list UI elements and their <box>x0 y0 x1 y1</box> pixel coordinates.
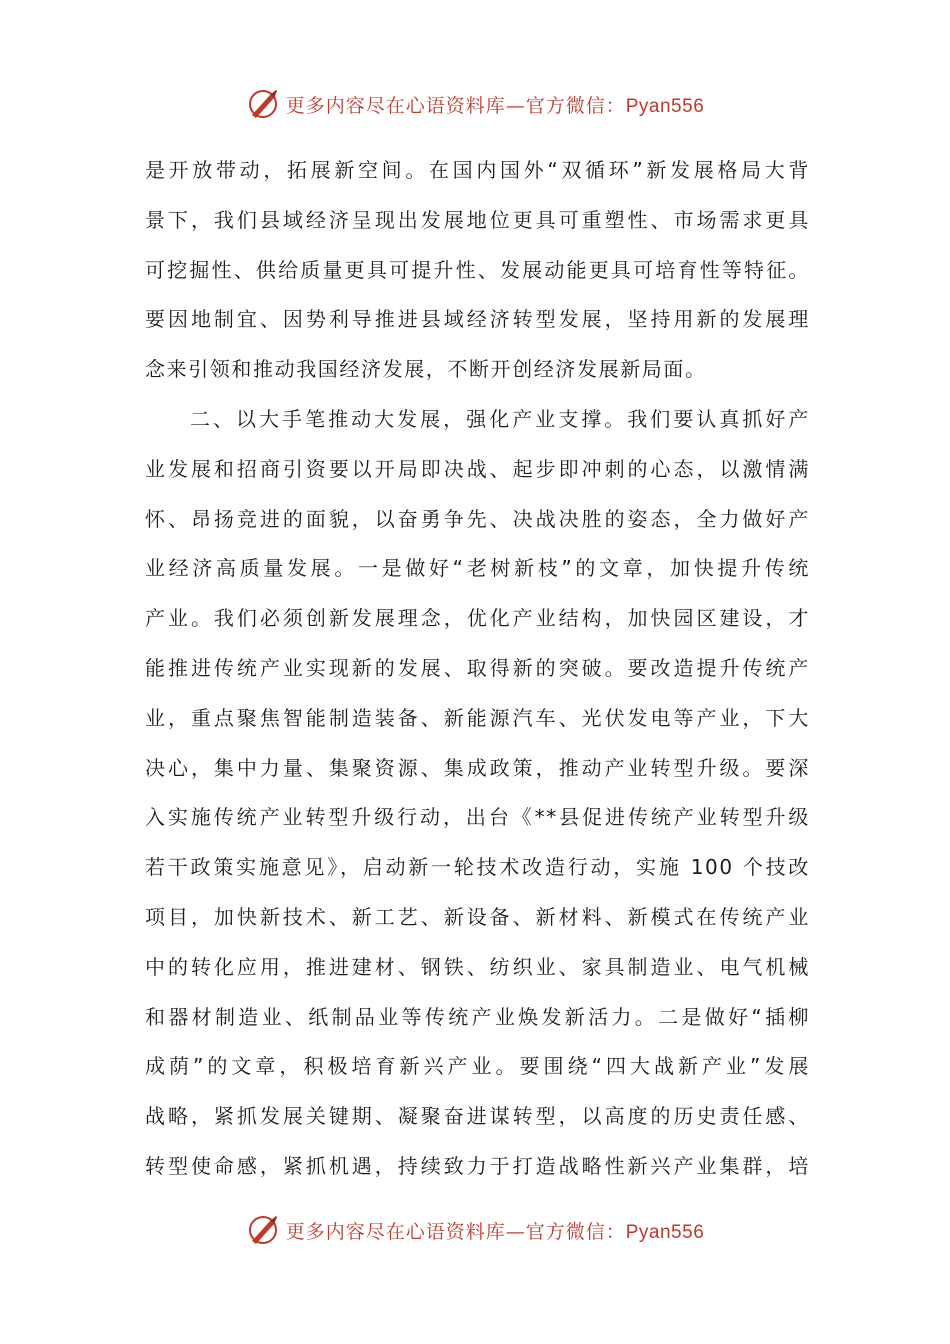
text-line: 项目，加快新技术、新工艺、新设备、新材料、新模式在传统产业 <box>145 904 810 929</box>
watermark-wechat-label: 官方微信： <box>525 94 626 117</box>
text-line: 要因地制宜、因势利导推进县域经济转型发展，坚持用新的发展理 <box>145 307 810 332</box>
text-line: 景下，我们县域经济呈现出发展地位更具可重塑性、市场需求更具 <box>145 207 810 232</box>
watermark-dash: — <box>505 1220 526 1243</box>
text-line: 可挖掘性、供给质量更具可提升性、发展动能更具可培育性等特征。 <box>145 257 810 282</box>
text-line: 和器材制造业、纸制品业等传统产业焕发新活力。二是做好“插柳 <box>145 1004 810 1029</box>
text-line: 入实施传统产业转型升级行动，出台《**县促进传统产业转型升级 <box>145 805 810 830</box>
text-line: 业发展和招商引资要以开局即决战、起步即冲刺的心态，以激情满 <box>145 456 810 481</box>
watermark-text <box>286 1217 705 1244</box>
text-line: 战略，紧抓发展关键期、凝聚奋进谋转型，以高度的历史责任感、 <box>145 1104 810 1129</box>
watermark-text <box>286 91 705 118</box>
text-line: 业，重点聚焦智能制造装备、新能源汽车、光伏发电等产业，下大 <box>145 705 810 730</box>
watermark-banner-bottom <box>0 1210 950 1250</box>
text-line: 转型使命感，紧抓机遇，持续致力于打造战略性新兴产业集群，培 <box>145 1153 810 1178</box>
watermark-site: 更多内容尽在心语资料库 <box>285 1220 506 1243</box>
text-line: 中的转化应用，推进建材、钢铁、纺织业、家具制造业、电气机械 <box>145 954 810 979</box>
text-line: 业经济高质量发展。一是做好“老树新枝”的文章，加快提升传统 <box>145 556 810 581</box>
watermark-wechat-label: 官方微信： <box>525 1220 626 1243</box>
text-line: 是开放带动，拓展新空间。在国内国外“双循环”新发展格局大背 <box>145 158 810 182</box>
text-line: 成荫”的文章，积极培育新兴产业。要围绕“四大战新产业”发展 <box>145 1054 810 1079</box>
text-line: 产业。我们必须创新发展理念，优化产业结构，加快园区建设，才 <box>145 606 810 631</box>
watermark-wechat-id: Pyan556 <box>625 95 705 117</box>
pen-logo-icon <box>246 87 280 121</box>
paragraph-start-line: 二、以大手笔推动大发展，强化产业支撑。我们要认真抓好产 <box>190 406 810 431</box>
text-line: 能推进传统产业实现新的发展、取得新的突破。要改造提升传统产 <box>145 655 810 680</box>
text-line: 怀、昂扬竞进的面貌，以奋勇争先、决战决胜的姿态，全力做好产 <box>145 506 810 531</box>
pen-logo-icon <box>246 1213 280 1247</box>
text-line: 念来引领和推动我国经济发展，不断开创经济发展新局面。 <box>145 357 707 382</box>
text-line: 决心，集中力量、集聚资源、集成政策，推动产业转型升级。要深 <box>145 755 810 780</box>
text-line: 若干政策实施意见》，启动新一轮技术改造行动，实施 100 个技改 <box>145 855 810 880</box>
watermark-banner-top <box>0 84 950 124</box>
watermark-site: 更多内容尽在心语资料库 <box>285 94 506 117</box>
watermark-dash: — <box>505 94 526 117</box>
watermark-wechat-id: Pyan556 <box>625 1221 705 1243</box>
document-body <box>145 146 810 1192</box>
